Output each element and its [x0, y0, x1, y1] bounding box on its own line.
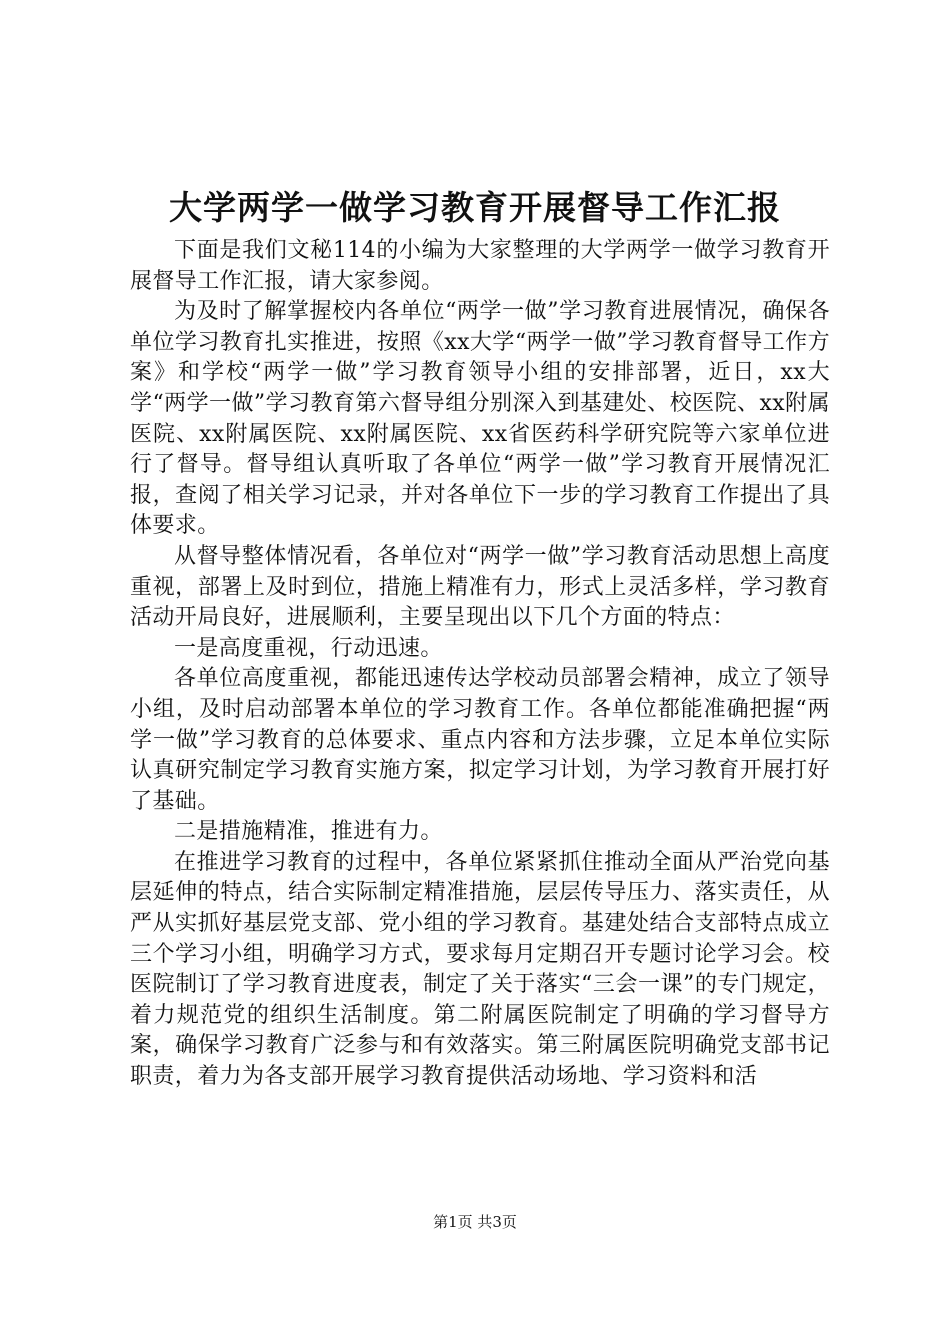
section-heading-2: 二是措施精准，推进有力。 — [174, 819, 443, 845]
paragraph-section-1: 各单位高度重视，都能迅速传达学校动员部署会精神，成立了领导小组，及时启动部署本单位的学习教育工作。各单位都能准确把握“两学一做”学习教育的总体要求、重点内容和方法步骤，立足本单位实际认真研究制定学习教育实施方案，拟定学习计划，为学习教育开展打好了基础。 — [130, 666, 830, 814]
document-body — [130, 236, 830, 1093]
document-title: 大学两学一做学习教育开展督导工作汇报 — [169, 188, 781, 227]
paragraph-overview: 从督导整体情况看，各单位对“两学一做”学习教育活动思想上高度重视，部署上及时到位，措施上精准有力，形式上灵活多样，学习教育活动开局良好，进展顺利，主要呈现出以下几个方面的特点： — [130, 543, 830, 631]
section-heading-1: 一是高度重视，行动迅速。 — [174, 635, 443, 661]
paragraph-section-2: 在推进学习教育的过程中，各单位紧紧抓住推动全面从严治党向基层延伸的特点，结合实际制定精准措施，层层传导压力、落实责任，从严从实抓好基层党支部、党小组的学习教育。基建处结合支部特点成立三个学习小组，明确学习方式，要求每月定期召开专题讨论学习会。校医院制订了学习教育进度表，制定了关于落实“三会一课”的专门规定，着力规范党的组织生活制度。第二附属医院制定了明确的学习督导方案，确保学习教育广泛参与和有效落实。第三附属医院明确党支部书记职责，着力为各支部开展学习教育提供活动场地、学习资料和活 — [130, 849, 830, 1090]
paragraph-background: 为及时了解掌握校内各单位“两学一做”学习教育进展情况，确保各单位学习教育扎实推进，按照《xx大学“两学一做”学习教育督导工作方案》和学校“两学一做”学习教育领导小组的安排部署，近日，xx大学“两学一做”学习教育第六督导组分别深入到基建处、校医院、xx附属医院、xx附属医院、xx附属医院、xx省医药科学研究院等六家单位进行了督导。督导组认真听取了各单位“两学一做”学习教育开展情况汇报，查阅了相关学习记录，并对各单位下一步的学习教育工作提出了具体要求。 — [130, 299, 830, 539]
paragraph-intro: 下面是我们文秘114的小编为大家整理的大学两学一做学习教育开展督导工作汇报，请大家参阅。 — [130, 238, 830, 294]
page-footer: 第1页 共3页 — [433, 1213, 517, 1231]
